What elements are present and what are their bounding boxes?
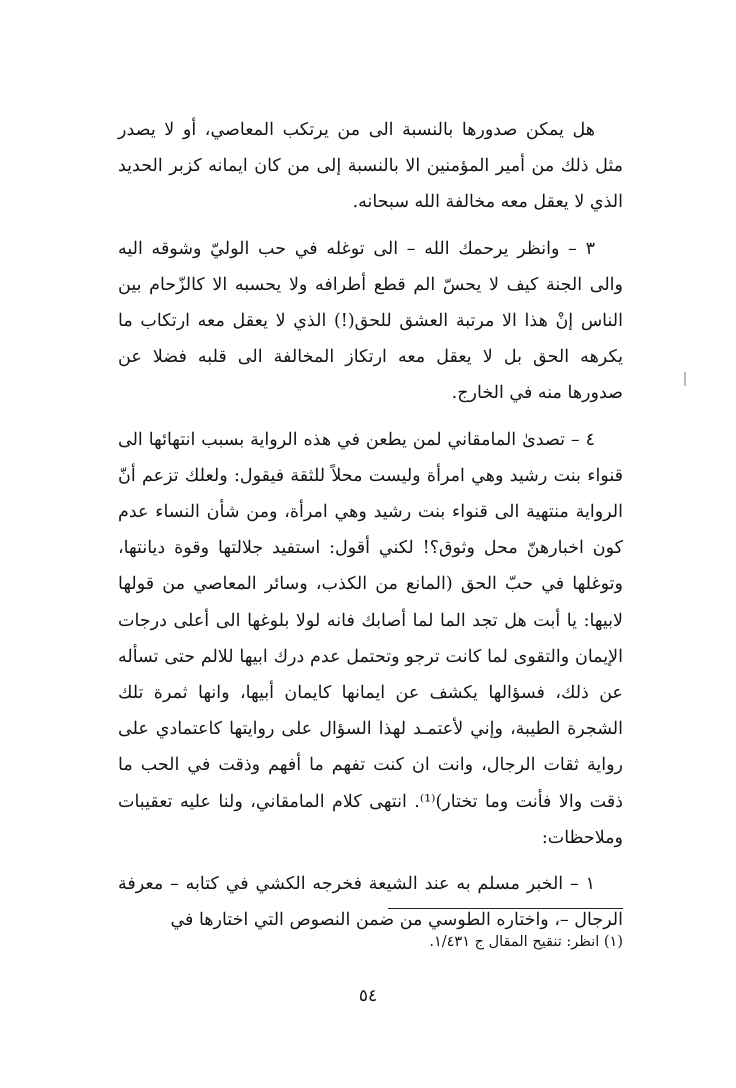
body-text bbox=[118, 112, 623, 938]
footnote-divider bbox=[388, 908, 623, 909]
paragraph-2: ٣ – وانظر يرحمك الله – الى توغله في حب الوليّ وشوقه اليه والى الجنة كيف لا يحسّ الم قطع أطرافه ولا يحسبه الا كالزّحام بين الناس إنْ هذا الا مرتبة العشق للحق(!) الذي لا يعقل معه ارتكاب ما يكرهه الحق بل لا يعقل معه ارتكاز المخالفة الى قلبه فضلا عن صدورها منه في الخارج. bbox=[118, 238, 623, 404]
page-number: ٥٤ bbox=[358, 986, 378, 1006]
paragraph-4: ١ – الخبر مسلم به عند الشيعة فخرجه الكشي في كتابه – معرفة الرجال –، واختاره الطوسي من ضمن النصوص التي اختارها في bbox=[118, 874, 623, 931]
footnote: (١) انظر: تنقيح المقال ج ١/٤٣١. bbox=[429, 934, 623, 950]
paragraph-3: ٤ – تصدىٰ المامقاني لمن يطعن في هذه الرواية بسبب انتهائها الى قنواء بنت رشيد وهي امرأة وليست محلاً للثقة فيقول: ولعلك تزعم أنّ الرواية منتهية الى قنواء بنت رشيد وهي امرأة، ومن شأن النساء عدم كون اخبارهنّ محل وثوق؟! لكني أقول: استفيد جلالتها وقوة ديانتها، وتوغلها في حبّ الحق (المانع من الكذب، وسائر المعاصي من قولها لابيها: يا أبت هل تجد الما لما أصابك فانه لولا بلوغها الى أعلى درجات الإيمان والتقوى لما كانت ترجو وتحتمل عدم درك ابيها للالم حتى تسأله عن ذلك، فسؤالها يكشف عن ايمانها كايمان أبيها، وانها ثمرة تلك الشجرة الطيبة، وإني لأعتمـد لهذا السؤال على روايتها كاعتمادي على رواية ثقات الرجال، وانت ان كنت تفهم ما أفهم وذقت في الحب ما ذقت والا فأنت وما تختار)⁽¹⁾. انتهى كلام المامقاني، ولنا عليه تعقيبات وملاحظات: bbox=[118, 429, 623, 848]
margin-mark bbox=[684, 372, 686, 386]
paragraph-1: هل يمكن صدورها بالنسبة الى من يرتكب المعاصي، أو لا يصدر مثل ذلك من أمير المؤمنين الا بالنسبة إلى من كان ايمانه كزبر الحديد الذي لا يعقل معه مخالفة الله سبحانه. bbox=[118, 120, 623, 213]
